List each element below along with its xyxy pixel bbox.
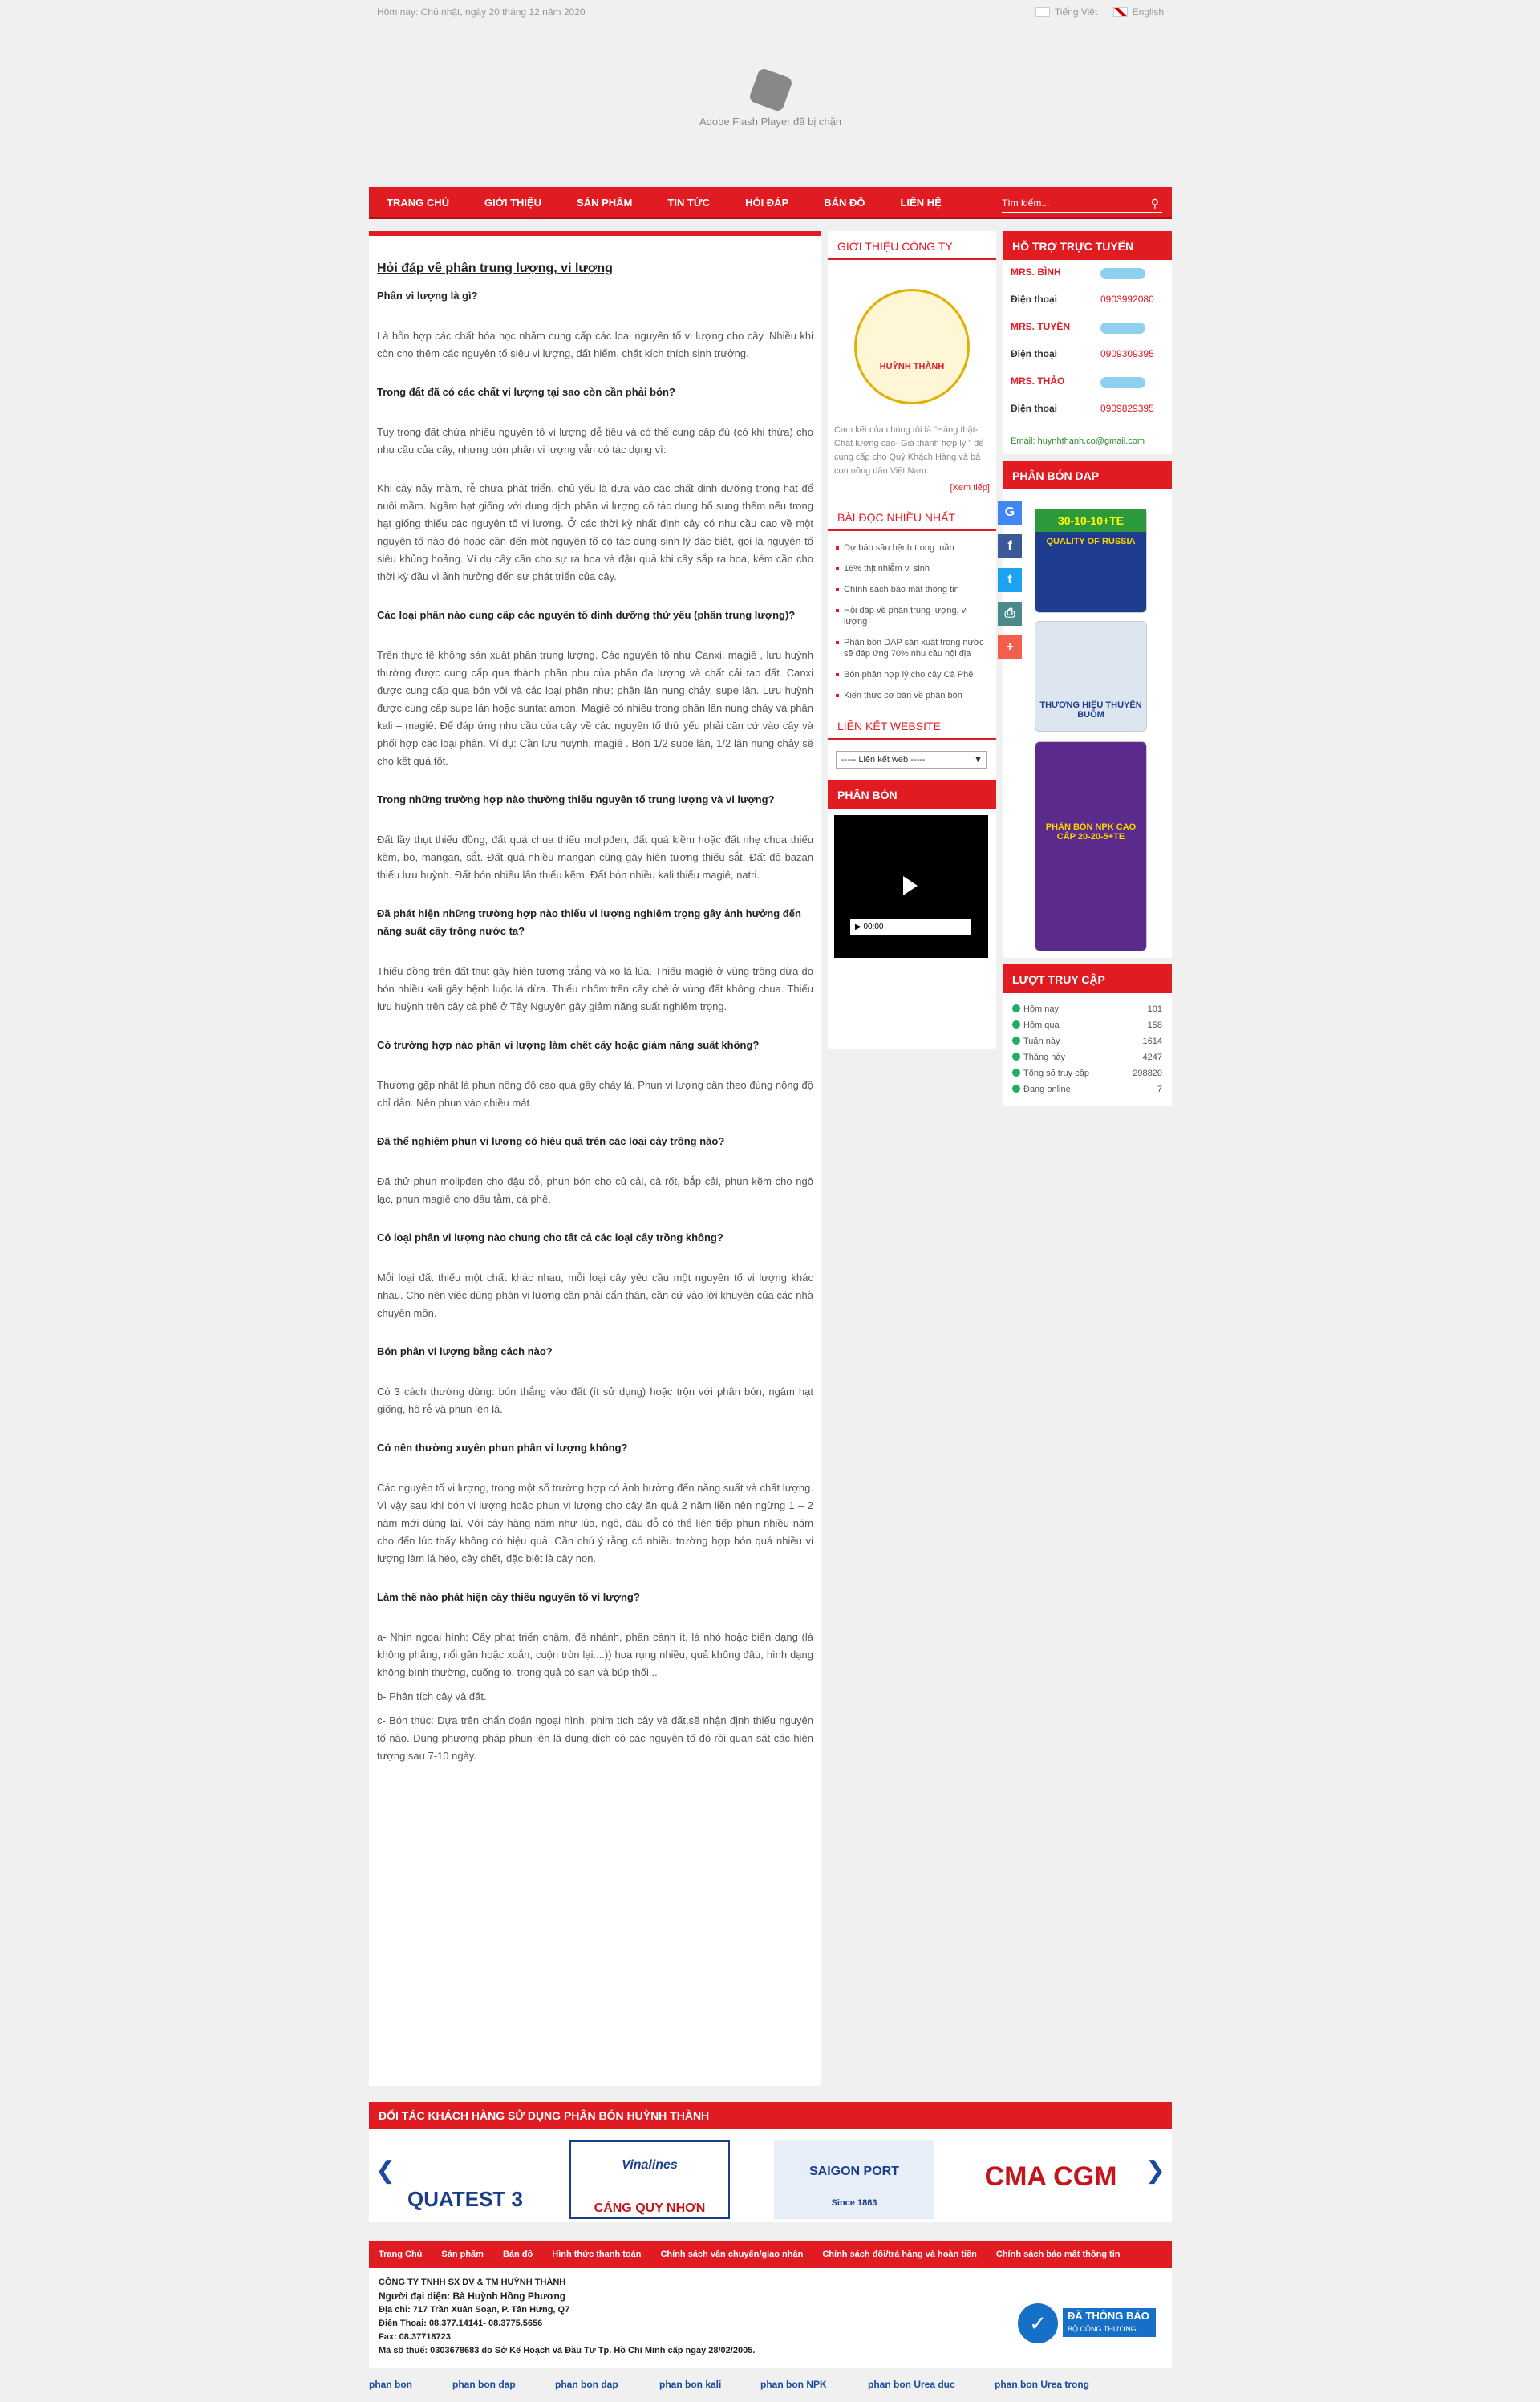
phone-label: Điện thoại: [1011, 348, 1058, 359]
footer-link[interactable]: Sản phẩm: [441, 2250, 484, 2259]
stat-value: 7: [1157, 1085, 1162, 1094]
stat-row: Tuần này 1614: [1012, 1033, 1162, 1049]
uk-flag-icon: [1113, 7, 1128, 17]
tag-link[interactable]: phan bon dap: [555, 2379, 618, 2390]
tag-link[interactable]: phan bon Urea trong: [995, 2379, 1089, 2390]
read-more-link[interactable]: [Xem tiếp]: [950, 483, 990, 493]
partners-section: [369, 2102, 1172, 2222]
footer-link[interactable]: Chính sách đổi/trả hàng và hoàn tiền: [822, 2250, 977, 2259]
popular-item[interactable]: Bón phân hợp lý cho cây Cà Phê: [834, 664, 990, 685]
bag-1-sub: QUALITY OF RUSSIA: [1046, 537, 1136, 546]
question-heading: Đã phát hiện những trường hợp nào thiếu vi lượng nghiêm trọng gây ảnh hưởng đến năng suất cây trồng nước ta?: [377, 907, 801, 937]
tag-link[interactable]: phan bon: [369, 2379, 412, 2390]
stat-row: Tháng này 4247: [1012, 1049, 1162, 1065]
stat-row: Hôm qua 158: [1012, 1017, 1162, 1033]
question-heading: Trong những trường hợp nào thường thiếu nguyên tố trung lượng và vi lượng?: [377, 793, 775, 805]
support-phone: [1011, 403, 1164, 430]
answer-paragraph: Trên thực tế không sản xuất phân trung lượng. Các nguyên tố như Canxi, magiê , lưu huỳnh thường được cung cấp qua thành phần phụ của phân đa lượng và chất cải tạo đất. Canxi được cung cấp qua bón vôi và các loại phân như: phân lân nung chảy, supe lân. Lưu huỳnh được cung cấp supe lân hoặc suntat amon. Magiê có nhiều trong phân lân nung chảy và phân kali – magiê. Để đáp ứng nhu cầu của cây về các nguyên tố thứ yếu phải căn cứ vào cây và phối hợp các loại phân. Ví dụ: Cần lưu huỳnh, magiê . Bón 1/2 supe lân, 1/2 lân nung chảy sẽ cho kết quả tốt.: [377, 649, 813, 767]
nav-news[interactable]: TIN TỨC: [667, 197, 711, 209]
stat-row: Hôm nay 101: [1012, 1001, 1162, 1017]
question-heading: Các loại phân nào cung cấp các nguyên tố dinh dưỡng thứ yếu (phân trung lượng)?: [377, 609, 796, 621]
answer-paragraph: Tuy trong đất chứa nhiều nguyên tố vi lượng dễ tiêu và có thể cung cấp đủ (có khi thừa) cho nhu cầu của cây, nhưng bón phân vi lượng vẫn có tác dụng vì:: [377, 426, 813, 456]
article-title[interactable]: Hỏi đáp về phân trung lượng, vi lượng: [377, 262, 613, 275]
answer-paragraph: Thường gặp nhất là phun nồng độ cao quá gây cháy lá. Phun vi lượng cần theo đúng nồng độ chỉ dẫn. Nên phun vào chiều mát.: [377, 1079, 813, 1109]
lang-vi-link[interactable]: Tiếng Việt: [1035, 6, 1097, 18]
company-rep: Người đại diện: Bà Huỳnh Hồng Phương: [379, 2290, 566, 2302]
bag-3-label: PHÂN BÓN NPK CAO CẤP 20-20-5+TE: [1045, 822, 1137, 842]
footer-link[interactable]: Chính sách vận chuyển/giao nhận: [660, 2250, 804, 2259]
answer-paragraph: a- Nhìn ngoại hình: Cây phát triển chậm, đẻ nhánh, phân cành ít, lá nhỏ hoặc biến dạng (lá không phẳng, nổi gân hoặc xoắn, cuộn tròn lại....)) hoa rụng nhiều, quả không đậu, hình dạng không bình thường, cuống to, trong quả có sạn và búp thối...: [377, 1631, 813, 1678]
question-heading: Có loại phân vi lượng nào chung cho tất cả các loại cây trồng không?: [377, 1231, 723, 1244]
tag-link[interactable]: phan bon kali: [659, 2379, 722, 2390]
popular-item[interactable]: Dự báo sâu bệnh trong tuần: [834, 538, 990, 558]
stat-icon: [1012, 1037, 1020, 1045]
tag-link[interactable]: phan bon Urea duc: [868, 2379, 955, 2390]
search-icon[interactable]: ⚲: [1150, 197, 1159, 209]
video-player[interactable]: [834, 815, 988, 958]
question-heading: Có nên thường xuyên phun phân vi lượng không?: [377, 1442, 628, 1454]
nav-home[interactable]: TRANG CHỦ: [387, 197, 449, 209]
video-heading: PHÂN BÓN: [828, 780, 996, 809]
right-sidebar: [1003, 231, 1172, 1112]
product-box: [1003, 461, 1172, 958]
links-heading: LIÊN KẾT WEBSITE: [828, 711, 996, 740]
support-box: [1003, 231, 1172, 454]
support-email[interactable]: Email: huynhthanh.co@gmail.com: [1011, 436, 1145, 446]
support-contact: [1011, 321, 1164, 348]
partner-logo-saigonport[interactable]: SAIGON PORT Since 1863: [774, 2140, 934, 2219]
product-bag-3[interactable]: [1035, 741, 1147, 951]
stat-value: 298820: [1133, 1069, 1162, 1078]
partners-heading: ĐỐI TÁC KHÁCH HÀNG SỬ DỤNG PHÂN BÓN HUỲNH THÀNH: [369, 2102, 1172, 2129]
nav-about[interactable]: GIỚI THIỆU: [484, 197, 542, 209]
stat-icon: [1012, 1004, 1020, 1012]
popular-list: [828, 531, 996, 711]
vn-flag-icon: [1035, 7, 1050, 17]
partner-logo-quynhon[interactable]: Vinalines CẢNG QUY NHƠN: [569, 2140, 730, 2219]
popular-item[interactable]: Chính sách bảo mật thông tin: [834, 579, 990, 600]
contact-name: MRS. TUYỀN: [1011, 321, 1071, 332]
answer-paragraph: Khi cây nảy mầm, rễ chưa phát triển, chủ yếu là dựa vào các chất dinh dưỡng trong hạt để nuôi mầm. Ngâm hạt giống với dung dịch phân vi lượng có tác dụng bổ sung thêm nếu trong hạt giống thiếu các nguyên tố vi lượng. Ở các thời kỳ nhất định cây có nhu cầu cao về một nguyên tố nào đó hoặc cần đến một nguyên tố có tác dụng sinh lý đặc biệt, gọi là nguyên tố siêu khủng hoảng. Ví dụ cây cần cho sự ra hoa và đậu quả khi cây sắp ra hoa, kém cần cho thời kỳ đầu vì ảnh hưởng đến sự phát triển của cây.: [377, 482, 813, 582]
stat-icon: [1012, 1053, 1020, 1061]
stat-value: 4247: [1142, 1053, 1162, 1062]
popular-item[interactable]: 16% thịt nhiễm vi sinh: [834, 558, 990, 579]
facebook-share-icon[interactable]: f: [998, 534, 1022, 558]
google-share-icon[interactable]: G: [998, 501, 1022, 525]
carousel-next-icon[interactable]: ❯: [1145, 2157, 1165, 2184]
support-contact: [1011, 375, 1164, 403]
phone-label: Điện thoại: [1011, 294, 1058, 305]
stat-icon: [1012, 1069, 1020, 1077]
popular-item[interactable]: Phân bón DAP sản xuất trong nước sẽ đáp ứng 70% nhu cầu nội địa: [834, 632, 990, 664]
stat-icon: [1012, 1020, 1020, 1029]
phone-label: Điện thoại: [1011, 403, 1058, 414]
phone-number[interactable]: 0909829395: [1100, 403, 1154, 414]
stats-box: [1003, 964, 1172, 1106]
plugin-puzzle-icon: [748, 67, 792, 112]
answer-paragraph: Các nguyên tố vi lượng, trong một số trường hợp có ảnh hưởng đến năng suất và chất lượng. Vì vậy sau khi bón vi lượng hoặc phun vi lượng cho cây ăn quả 2 năm liền nên ngừng 1 – 2 năm mới dùng lại. Với cây hàng năm như lúa, ngô, đậu đỗ có thể liên tiếp phun nhiều năm cho đến lúc thấy không có hiệu quả. Cần chú ý rằng có nhiều trường hợp bón quá nhiều vi lượng làm lá héo, cây chết, đặc biệt là cây non.: [377, 1482, 813, 1564]
footer-link[interactable]: Chính sách bảo mật thông tin: [995, 2250, 1121, 2259]
stat-row: Tổng số truy cập 298820: [1012, 1065, 1162, 1081]
question-heading: Phân vi lượng là gì?: [377, 290, 478, 302]
logo-text: HUỲNH THÀNH: [879, 362, 945, 371]
bag-1-label: 30-10-10+TE: [1035, 509, 1146, 532]
skype-icon[interactable]: [1100, 323, 1145, 334]
nav-map[interactable]: BẢN ĐỒ: [824, 197, 865, 209]
company-logo[interactable]: [854, 289, 970, 404]
play-icon[interactable]: [903, 876, 918, 895]
carousel-prev-icon[interactable]: ❮: [375, 2157, 396, 2184]
stats-heading: LƯỢT TRUY CẬP: [1003, 964, 1172, 993]
search-input[interactable]: [1002, 193, 1162, 213]
main-nav: [369, 187, 1172, 219]
answer-paragraph: c- Bón thúc: Dựa trên chẩn đoán ngoại hình, phim tích cây và đất,sẽ nhận định thiếu nguyên tố nào. Dùng phương pháp phun lên lá dung dịch có các nguyên tố đó rồi quan sát các hiện tượng sau 7-10 ngày.: [377, 1714, 813, 1762]
intro-heading: GIỚI THIỆU CÔNG TY: [828, 231, 996, 260]
select-value: ----- Liên kết web -----: [841, 755, 926, 765]
stat-value: 158: [1147, 1020, 1162, 1030]
nav-products[interactable]: SẢN PHẨM: [577, 197, 633, 209]
question-heading: Đã thể nghiệm phun vi lượng có hiệu quả trên các loại cây trồng nào?: [377, 1135, 725, 1147]
partner-logo-cmacgm[interactable]: CMA CGM: [984, 2161, 1117, 2192]
answer-paragraph: Có 3 cách thường dùng: bón thẳng vào đất (ít sử dụng) hoặc trộn với phân bón, ngâm hạt giống, hồ rễ và phun lên lá.: [377, 1386, 813, 1415]
website-links-select[interactable]: [836, 751, 987, 769]
company-phone: Điện Thoại: 08.377.14141- 08.3775.5656: [379, 2319, 543, 2328]
question-heading: Trong đất đã có các chất vi lượng tại sao còn cần phải bón?: [377, 386, 675, 398]
skype-icon[interactable]: [1100, 268, 1145, 279]
answer-paragraph: Mỗi loại đất thiếu một chất khác nhau, mỗi loại cây yêu cầu một nguyên tố vi lượng khác nhau. Cho nên việc dùng phân vi lượng cần phải cẩn thận, cần cứ vào lời khuyên của các nhà chuyên môn.: [377, 1272, 813, 1319]
question-heading: Làm thế nào phát hiện cây thiếu nguyên tố vi lượng?: [377, 1591, 640, 1603]
answer-paragraph: Là hỗn hợp các chất hóa học nhằm cung cấp các loại nguyên tố vi lượng cho cây. Nhiều khi còn cho thêm các nguyên tố siêu vi lượng, đất hiếm, chất kích thích sinh trưởng.: [377, 330, 813, 359]
print-share-icon[interactable]: ⎙: [998, 602, 1022, 626]
answer-paragraph: Đã thử phun molipđen cho đậu đỗ, phun bón cho củ cải, cà rốt, bắp cải, phun kẽm cho ngô lạc, phun magiê cho dâu tằm, cà phê.: [377, 1175, 813, 1205]
intro-text: Cam kết của chúng tôi là "Hàng thật- Chất lượng cao- Giá thành hợp lý " để cung cấp cho Quý Khách Hàng và bà con nông dân Việt Nam.: [834, 425, 984, 476]
phone-number[interactable]: 0903992080: [1100, 294, 1154, 305]
lang-en-link[interactable]: English: [1113, 6, 1164, 18]
footer-link[interactable]: Trang Chủ: [379, 2250, 423, 2259]
skype-icon[interactable]: [1100, 377, 1145, 388]
company-fax: Fax: 08.37718723: [379, 2332, 451, 2342]
video-controls[interactable]: ▶ 00:00: [850, 919, 971, 935]
popular-item[interactable]: Hỏi đáp về phân trung lượng, vi lượng: [834, 600, 990, 632]
current-date: Hôm nay: Chủ nhật, ngày 20 tháng 12 năm 2020: [377, 6, 586, 18]
phone-number[interactable]: 0909309395: [1100, 348, 1154, 359]
support-phone: [1011, 294, 1164, 321]
support-heading: HỖ TRỢ TRỰC TUYẾN: [1003, 231, 1172, 260]
search-placeholder: Tìm kiếm...: [1002, 197, 1050, 209]
popular-item[interactable]: Kiến thức cơ bản về phân bón: [834, 685, 990, 706]
partner-logo-quatest[interactable]: QUATEST 3: [407, 2187, 523, 2211]
footer-nav: [369, 2241, 1172, 2268]
twitter-share-icon[interactable]: t: [998, 568, 1022, 592]
support-contact: [1011, 266, 1164, 294]
footer-link[interactable]: Hình thức thanh toán: [552, 2250, 642, 2259]
stat-row: Đang online 7: [1012, 1081, 1162, 1098]
chevron-down-icon: ▼: [974, 755, 983, 765]
nav-contact[interactable]: LIÊN HỆ: [900, 197, 942, 209]
product-heading: PHÂN BÓN DAP: [1003, 461, 1172, 489]
stat-value: 101: [1147, 1004, 1162, 1014]
support-phone: [1011, 348, 1164, 375]
product-bag-1[interactable]: [1035, 509, 1147, 613]
more-share-icon[interactable]: +: [998, 635, 1022, 659]
article: [369, 231, 821, 2086]
contact-name: MRS. THẢO: [1011, 375, 1065, 387]
answer-paragraph: Thiếu đồng trên đất thụt gây hiện tượng trắng và xo lá lúa. Thiếu magiê ở vùng trồng dừa do bón nhiều kali gây bệnh luộc lá dừa. Thiếu nhôm trên cây chè ở vùng đất không chua. Thiếu lưu huỳnh trên cây cà phê ở Tây Nguyên gây giảm năng suất nghiêm trọng.: [377, 965, 813, 1012]
moit-badge[interactable]: [1018, 2300, 1162, 2345]
question-heading: Có trường hợp nào phân vi lượng làm chết cây hoặc giảm năng suất không?: [377, 1039, 760, 1051]
video-time: 00:00: [863, 923, 884, 931]
badge-line-1: ĐÃ THÔNG BÁO: [1068, 2310, 1149, 2322]
footer-link[interactable]: Bản đồ: [502, 2250, 533, 2259]
stat-icon: [1012, 1085, 1020, 1093]
product-bag-2[interactable]: [1035, 621, 1147, 732]
contact-name: MRS. BÌNH: [1011, 266, 1061, 278]
popular-heading: BÀI ĐỌC NHIỀU NHẤT: [828, 502, 996, 531]
bag-2-label: THƯƠNG HIỆU THUYỀN BUỒM: [1040, 700, 1142, 720]
footer-info: [369, 2268, 1172, 2368]
middle-sidebar: [828, 231, 996, 1049]
company-tax: Mã số thuế: 0303678683 do Sở Kế Hoạch và Đầu Tư Tp. Hồ Chí Minh cấp ngày 28/02/2005.: [379, 2346, 756, 2355]
top-bar: [369, 6, 1172, 22]
answer-paragraph: b- Phân tích cây và đất.: [377, 1690, 487, 1702]
tag-link[interactable]: phan bon NPK: [760, 2379, 827, 2390]
nav-faq[interactable]: HỎI ĐÁP: [745, 197, 789, 209]
flash-placeholder: [369, 72, 1172, 128]
stat-value: 1614: [1142, 1037, 1162, 1046]
tag-link[interactable]: phan bon dap: [452, 2379, 516, 2390]
company-name: CÔNG TY TNHH SX DV & TM HUỲNH THÀNH: [379, 2278, 566, 2287]
company-address: Địa chỉ: 717 Trần Xuân Soạn, P. Tân Hưng, Q7: [379, 2305, 570, 2315]
question-heading: Bón phân vi lượng bằng cách nào?: [377, 1345, 553, 1357]
answer-paragraph: Đất lầy thụt thiếu đồng, đất quá chua thiếu molipđen, đất quá kiềm hoặc đất nhẹ chua thiếu kẽm, bo, mangan, sắt. Đất quá nhiều mangan cũng gây hiện tượng thiếu sắt. Đất đỏ bazan thiếu lưu huỳnh. Đất bón nhiều lân thiếu kẽm. Đất bón nhiều kali thiếu magiê, natri.: [377, 834, 813, 881]
check-icon: ✓: [1018, 2303, 1058, 2343]
flash-blocked-text: Adobe Flash Player đã bị chặn: [699, 116, 842, 128]
badge-line-2: BỘ CÔNG THƯƠNG: [1068, 2325, 1137, 2333]
